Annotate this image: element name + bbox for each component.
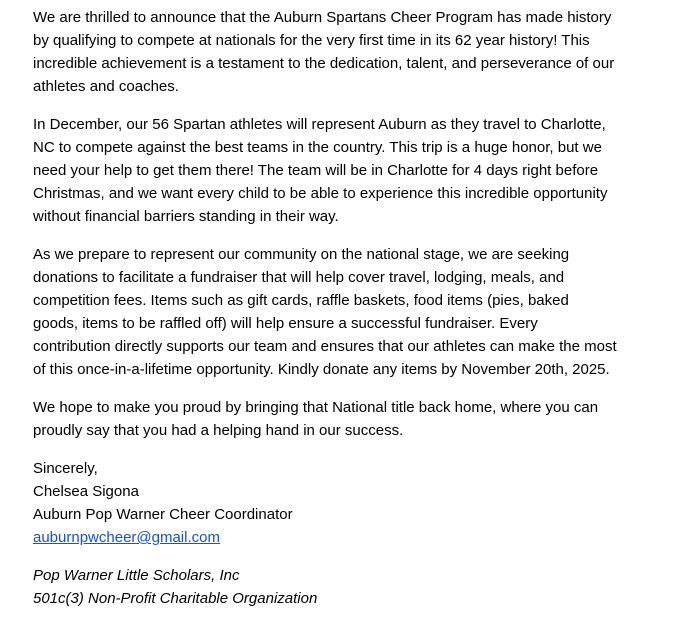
text-line: of this once-in-a-lifetime opportunity. Kindly donate any items by November 20th, 2025. bbox=[33, 361, 610, 378]
paragraph-announcement bbox=[33, 6, 667, 98]
text-line: We are thrilled to announce that the Auburn Spartans Cheer Program has made history bbox=[33, 9, 612, 26]
email-link[interactable]: auburnpwcheer@gmail.com bbox=[33, 529, 220, 546]
text-line: competition fees. Items such as gift cards, raffle baskets, food items (pies, baked bbox=[33, 292, 569, 309]
text-line: athletes and coaches. bbox=[33, 78, 179, 95]
org-name: Pop Warner Little Scholars, Inc bbox=[33, 567, 240, 584]
signature-closing: Sincerely, bbox=[33, 460, 98, 477]
text-line: contribution directly supports our team and ensures that our athletes can make the most bbox=[33, 338, 617, 355]
org-status: 501c(3) Non-Profit Charitable Organization bbox=[33, 590, 318, 607]
text-line: donations to facilitate a fundraiser that will help cover travel, lodging, meals, and bbox=[33, 269, 565, 286]
signature-email-line bbox=[33, 526, 667, 549]
org-footer bbox=[33, 564, 667, 610]
text-line: proudly say that you had a helping hand in our success. bbox=[33, 422, 404, 439]
text-line: goods, items to be raffled off) will help ensure a successful fundraiser. Every bbox=[33, 315, 538, 332]
text-line: NC to compete against the best teams in the country. This trip is a huge honor, but we bbox=[33, 139, 602, 156]
text-line: by qualifying to compete at nationals for the very first time in its 62 year history! This bbox=[33, 32, 590, 49]
signature-name: Chelsea Sigona bbox=[33, 483, 139, 500]
paragraph-trip bbox=[33, 113, 667, 228]
paragraph-donations bbox=[33, 243, 667, 381]
text-line: We hope to make you proud by bringing that National title back home, where you can bbox=[33, 399, 599, 416]
text-line: Christmas, and we want every child to be able to experience this incredible opportunity bbox=[33, 185, 608, 202]
signature-block bbox=[33, 457, 667, 549]
text-line: In December, our 56 Spartan athletes will represent Auburn as they travel to Charlotte, bbox=[33, 116, 606, 133]
text-line: need your help to get them there! The team will be in Charlotte for 4 days right before bbox=[33, 162, 599, 179]
text-line: without financial barriers standing in their way. bbox=[33, 208, 339, 225]
text-line: incredible achievement is a testament to the dedication, talent, and perseverance of our bbox=[33, 55, 615, 72]
text-line: As we prepare to represent our community on the national stage, we are seeking bbox=[33, 246, 570, 263]
paragraph-closing bbox=[33, 396, 667, 442]
signature-role: Auburn Pop Warner Cheer Coordinator bbox=[33, 506, 293, 523]
